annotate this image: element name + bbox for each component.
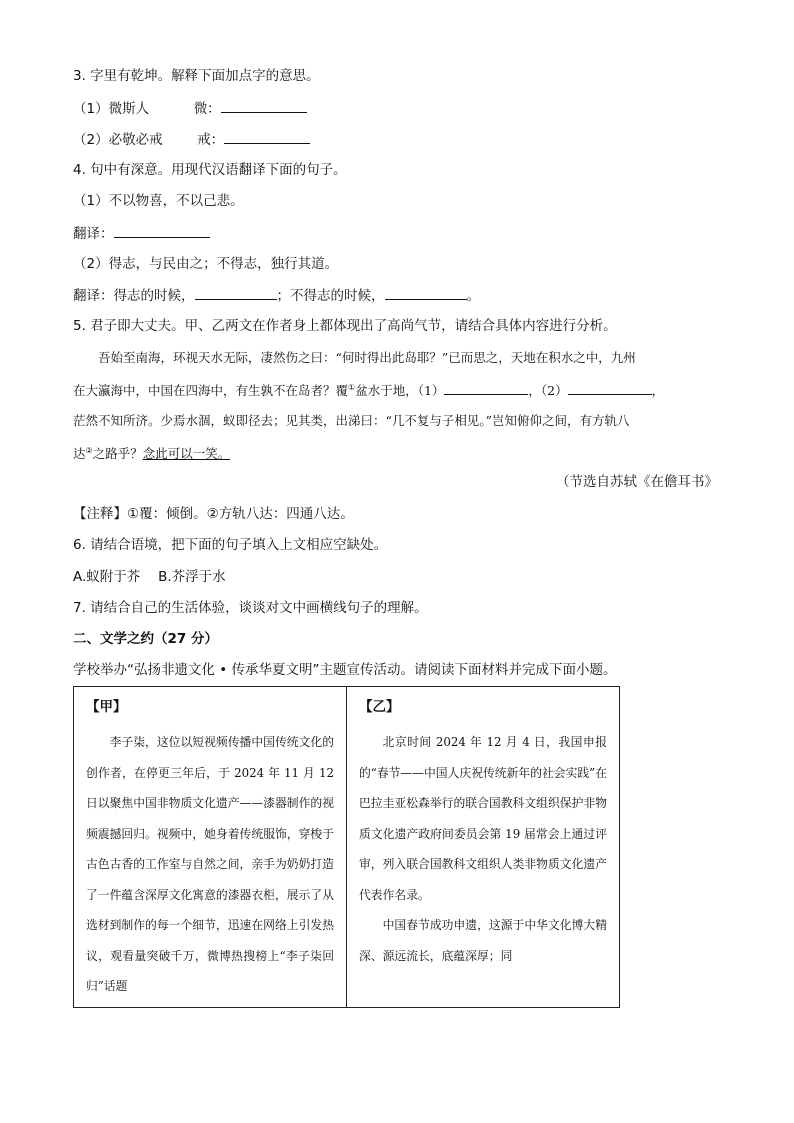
translate2-end: 。 bbox=[466, 288, 480, 304]
jia-heading: 【甲】 bbox=[86, 699, 127, 715]
q4-translate-2 bbox=[73, 285, 480, 306]
q3-item2-label: （2）必敬必戒 bbox=[73, 132, 163, 148]
passage-text: 在大瀛海中，中国在四海中，有生孰不在岛者？覆 bbox=[73, 383, 349, 399]
fill-blank-1[interactable] bbox=[444, 380, 528, 395]
q4-title: 4. 句中有深意。用现代汉语翻译下面的句子。 bbox=[73, 162, 347, 178]
passage-line-4 bbox=[73, 436, 719, 469]
passage-text: ， bbox=[651, 383, 665, 399]
passage-line-2 bbox=[73, 373, 719, 406]
note-marker: ② bbox=[85, 446, 93, 456]
passage-text: 盆水于地，（1） bbox=[355, 383, 445, 399]
notes: 【注释】①覆：倾倒。②方轨八达：四通八达。 bbox=[73, 506, 354, 522]
translate2-a: 翻译：得志的时候， bbox=[73, 288, 195, 304]
passage-text: ，（2） bbox=[528, 383, 568, 399]
q3-item2-char: 戒： bbox=[197, 132, 225, 148]
q4-sentence-1: （1）不以物喜，不以己悲。 bbox=[73, 193, 244, 209]
answer-blank[interactable] bbox=[224, 129, 310, 144]
q6-title: 6. 请结合语境，把下面的句子填入上文相应空缺处。 bbox=[73, 537, 388, 553]
translate-label: 翻译： bbox=[73, 226, 114, 242]
passage-text: 达 bbox=[73, 446, 86, 462]
passage-text: 之路乎？ bbox=[92, 446, 143, 462]
q4-sentence-2: （2）得志，与民由之；不得志，独行其道。 bbox=[73, 256, 339, 272]
answer-blank[interactable] bbox=[114, 223, 210, 238]
material-jia bbox=[74, 687, 346, 1007]
q7-title: 7. 请结合自己的生活体验，谈谈对文中画横线句子的理解。 bbox=[73, 600, 428, 616]
answer-blank[interactable] bbox=[221, 98, 307, 113]
note-marker: ① bbox=[348, 383, 356, 392]
classical-passage bbox=[73, 343, 719, 469]
yi-text-1: 北京时间 2024 年 12 月 4 日，我国申报的“春节——中国人庆祝传统新年的社会实践”在巴拉圭亚松森举行的联合国教科文组织保护非物质文化遗产政府间委员会第 19 届常会上通过评审，列入联合国教科文组织人类非物质文化遗产代表作名录。 bbox=[359, 735, 608, 902]
section-title: 二、文学之约（27 分） bbox=[73, 631, 218, 647]
q3-title: 3. 字里有乾坤。解释下面加点字的意思。 bbox=[73, 68, 320, 84]
yi-text-2: 中国春节成功申遗，这源于中华文化博大精深、源远流长，底蕴深厚；同 bbox=[359, 918, 607, 963]
fill-blank-2[interactable] bbox=[568, 380, 652, 395]
yi-heading: 【乙】 bbox=[359, 699, 400, 715]
section-intro: 学校举办“弘扬非遗文化 • 传承华夏文明”主题宣传活动。请阅读下面材料并完成下面小题。 bbox=[73, 662, 617, 678]
passage-source: （节选自苏轼《在儋耳书》 bbox=[556, 474, 718, 490]
q3-item1-label: （1）微斯人 bbox=[73, 101, 150, 117]
passage-line-3: 茫然不知所济。少焉水涸，蚁即径去；见其类，出涕曰：“几不复与子相见。”岂知俯仰之间，有方轨八 bbox=[73, 413, 630, 429]
material-yi bbox=[346, 687, 619, 1007]
q6-options: A.蚁附于芥 B.芥浮于水 bbox=[73, 569, 226, 585]
underlined-sentence: 念此可以一笑。 bbox=[142, 446, 231, 462]
passage-line-1: 吾始至南海，环视天水无际，凄然伤之曰：“何时得出此岛耶？”已而思之，天地在积水之中，九州 bbox=[98, 350, 636, 365]
q3-item-2 bbox=[73, 129, 310, 150]
q4-translate-1 bbox=[73, 223, 210, 244]
answer-blank[interactable] bbox=[195, 285, 277, 300]
jia-text: 李子柒，这位以短视频传播中国传统文化的创作者，在停更三年后，于 2024 年 11 月 12 日以聚焦中国非物质文化遗产——漆器制作的视频震撼回归。视频中，她身着传统服饰，穿梭于古色古香的工作室与自然之间，亲手为奶奶打造了一件蕴含深厚文化寓意的漆器衣柜，展示了从选材到制作的每一个细节，迅速在网络上引发热议，观看量突破千万，微博热搜榜上“李子柒回归”话题 bbox=[86, 735, 334, 993]
q3-item-1 bbox=[73, 98, 307, 119]
q5-title: 5. 君子即大丈夫。甲、乙两文在作者身上都体现出了高尚气节，请结合具体内容进行分析。 bbox=[73, 318, 617, 334]
answer-blank[interactable] bbox=[385, 285, 467, 300]
material-table bbox=[73, 686, 620, 1008]
q3-item1-char: 微： bbox=[193, 101, 221, 117]
translate2-b: ；不得志的时候， bbox=[276, 288, 385, 304]
